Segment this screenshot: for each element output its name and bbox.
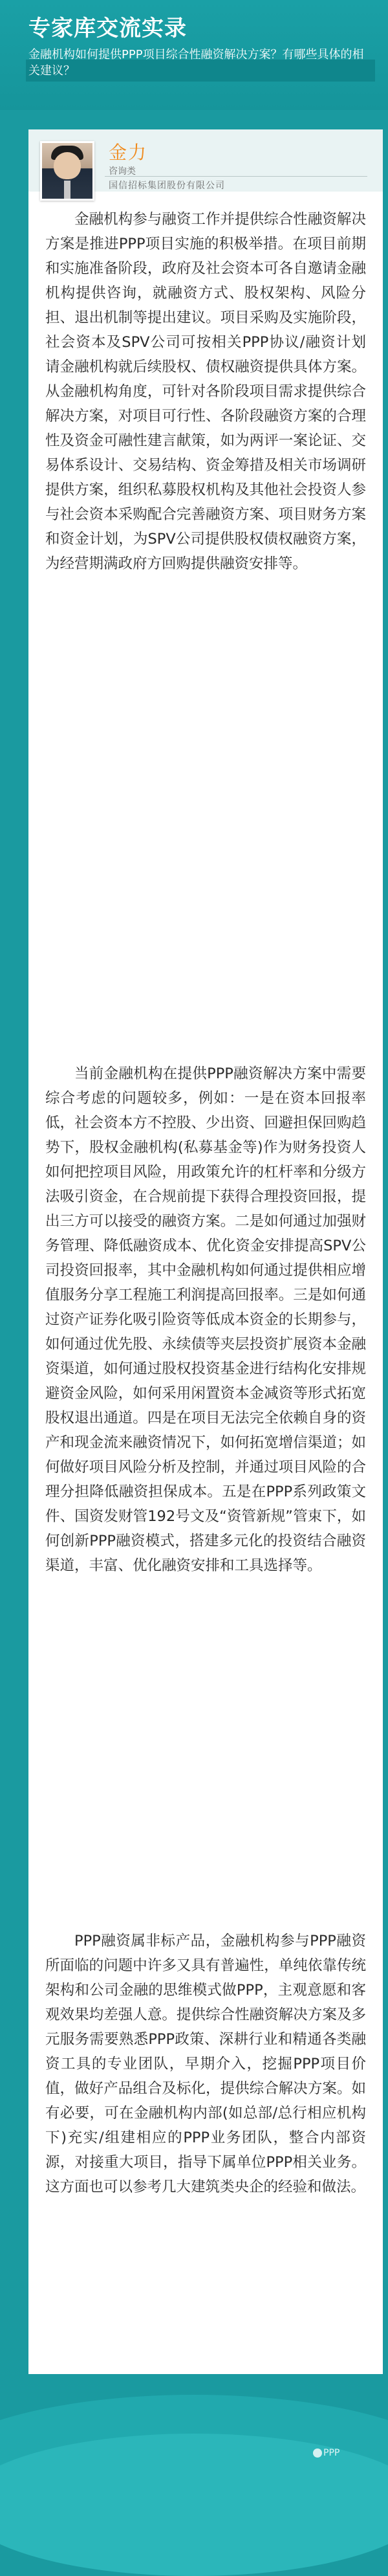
page-title: 专家库交流实录 (28, 16, 187, 41)
author-role: 咨询类 (109, 166, 136, 177)
author-name: 金力 (109, 142, 148, 163)
watermark-text: PPP (323, 2448, 340, 2458)
paragraph-2: 当前金融机构在提供PPP融资解决方案中需要综合考虑的问题较多，例如：一是在资本回报率低，社会资本方不控股、少出资、回避担保回购趋势下，股权金融机构(私募基金等)作为财务投资人如何把控项目风险，用政策允许的杠杆率和分级方法吸引资金，在合规前提下获得合理投资回报，提出三方可以接受的融资方案。二是如何通过加强财务管理、降低融资成本、优化资金安排提高SPV公司投资回报率，其中金融机构如何通过提供相应增值服务分享工程施工利润提高回报率。三是如何通过资产证券化吸引险资等低成本资金的长期参与，如何通过优先股、永续债等夹层投资扩展资本金融资渠道，如何通过股权投资基金进行结构化安排规避资金风险，如何采用闲置资本金减资等形式拓宽股权退出通道。四是在项目无法完全依赖自身的资产和现金流来融资情况下，如何拓宽增信渠道；如何做好项目风险分析及控制，并通过项目风险的合理分担降低融资担保成本。五是在PPP系列政策文件、国资发财管192号文及“资管新规”管束下，如何创新PPP融资模式，搭建多元化的投资结合融资渠道，丰富、优化融资安排和工具选择等。 (45, 1065, 366, 1574)
content-card (28, 129, 383, 2374)
paragraph-1: 金融机构参与融资工作并提供综合性融资解决方案是推进PPP项目实施的积极举措。在项目前期和实施准备阶段，政府及社会资本可各自邀请金融机构提供咨询，就融资方式、股权架构、风险分担、退出机制等提出建议。项目采购及实施阶段，社会资本及SPV公司可按相关PPP协议/融资计划请金融机构就后续股权、债权融资提供具体方案。从金融机构角度，可针对各阶段项目需求提供综合解决方案，对项目可行性、各阶段融资方案的合理性及资金可融性建言献策，如为两评一案论证、交易体系设计、交易结构、资金筹措及相关市场调研提供方案，组织私募股权机构及其他社会投资人参与社会资本采购配合完善融资方案、项目财务方案和资金计划，为SPV公司提供股权债权融资方案，为经营期满政府方回购提供融资安排等。 (45, 211, 366, 572)
author-org: 国信招标集团股份有限公司 (109, 181, 225, 191)
author-photo (40, 141, 94, 201)
header-banner (0, 0, 388, 110)
divider (105, 176, 367, 177)
question-text: 金融机构如何提供PPP项目综合性融资解决方案？有哪些具体的相关建议？ (28, 48, 364, 78)
watermark-icon (313, 2448, 322, 2458)
paragraph-3: PPP融资属非标产品，金融机构参与PPP融资所面临的问题中许多又具有普遍性，单纯依靠传统架构和公司金融的思维模式做PPP，主观意愿和客观效果均差强人意。提供综合性融资解决方案及多元服务需要熟悉PPP政策、深耕行业和精通各类融资工具的专业团队，早期介入，挖掘PPP项目价值，做好产品组合及标化，提供综合解决方案。如有必要，可在金融机构内部(如总部/总行相应机构下)充实/组建相应的PPP业务团队，整合内部资源，对接重大项目，指导下属单位PPP相关业务。这方面也可以参考几大建筑类央企的经验和做法。 (45, 1933, 366, 2195)
